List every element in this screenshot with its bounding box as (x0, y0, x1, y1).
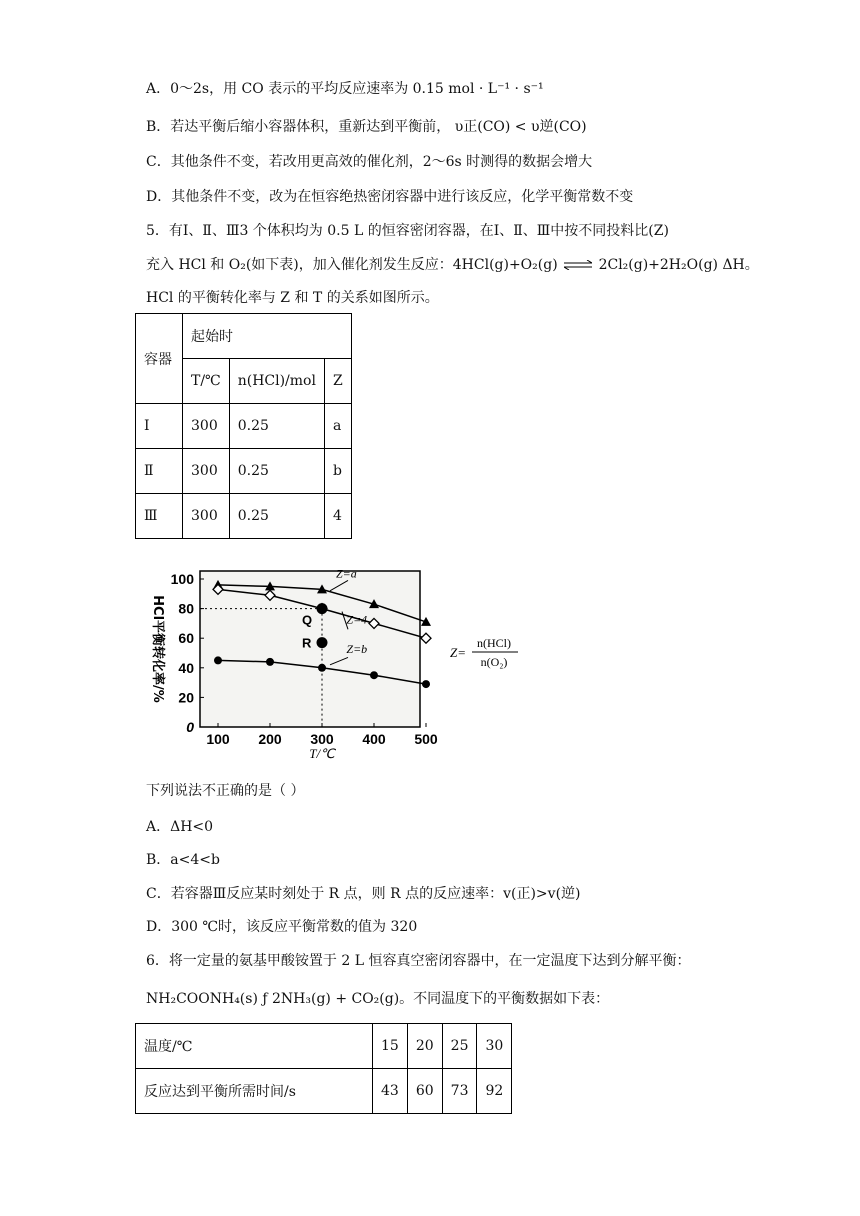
y-axis-label: HCl平衡转化率/% (150, 595, 165, 703)
y-tick-label: 40 (178, 659, 194, 676)
table-row (136, 404, 352, 449)
question-6-table (135, 1023, 512, 1114)
table-cell: 15 (373, 1024, 408, 1069)
x-tick-label: 300 (310, 731, 334, 747)
table-row (136, 1069, 512, 1114)
table-header-start: 起始时 (183, 314, 352, 359)
table-cell: a (324, 404, 351, 449)
table-cell: 60 (407, 1069, 442, 1114)
table-cell: 300 (183, 404, 230, 449)
q5-option-d: D．300 ℃时，该反应平衡常数的值为 320 (146, 919, 418, 935)
table-cell: 20 (407, 1024, 442, 1069)
y-tick-label: 80 (178, 600, 194, 617)
table-cell: 92 (477, 1069, 512, 1114)
formula-lhs: Z= (450, 645, 467, 660)
point-label: Q (302, 612, 313, 628)
table-cell: 300 (183, 449, 230, 494)
conversion-chart (138, 565, 698, 765)
option-d-text: D．其他条件不变，改为在恒容绝热密闭容器中进行该反应，化学平衡常数不变 (146, 189, 634, 205)
table-row (136, 1024, 512, 1069)
equilibrium-arrow-icon (564, 260, 592, 270)
table-cell: 0.25 (229, 449, 324, 494)
x-tick-label: 500 (414, 731, 438, 747)
table-cell: 4 (324, 494, 351, 539)
formula-denominator: n(O₂) (480, 655, 508, 669)
table-cell: Ⅰ (136, 404, 183, 449)
table-cell: Ⅲ (136, 494, 183, 539)
table-cell: 温度/℃ (136, 1024, 373, 1069)
series-label: Z=4 (346, 612, 368, 627)
table-row (136, 494, 352, 539)
point-r (317, 637, 328, 648)
table-cell: 300 (183, 494, 230, 539)
point-q (317, 603, 328, 614)
data-point (370, 671, 378, 679)
table-header-t: T/℃ (183, 359, 230, 404)
option-c-text: C．其他条件不变，若改用更高效的催化剂，2～6s 时测得的数据会增大 (146, 154, 593, 170)
table-cell: 30 (477, 1024, 512, 1069)
table-cell: 43 (373, 1069, 408, 1114)
q5-option-c: C．若容器Ⅲ反应某时刻处于 R 点，则 R 点的反应速率：v(正)>v(逆) (146, 886, 581, 902)
table-cell: 反应达到平衡所需时间/s (136, 1069, 373, 1114)
table-cell: b (324, 449, 351, 494)
data-point (422, 680, 430, 688)
reaction-right: 2Cl₂(g)+2H₂O(g) ΔH。 (598, 257, 759, 273)
reaction-left: 充入 HCl 和 O₂(如下表)，加入催化剂发生反应：4HCl(g)+O₂(g) (146, 257, 558, 273)
table-row (136, 449, 352, 494)
x-tick-label: 200 (258, 731, 282, 747)
table-cell: 0.25 (229, 404, 324, 449)
x-tick-label: 400 (362, 731, 386, 747)
q5-option-a: A．ΔH<0 (146, 819, 214, 835)
data-point (214, 656, 222, 664)
chart-svg (138, 565, 698, 765)
table-cell: Ⅱ (136, 449, 183, 494)
table-cell: 0.25 (229, 494, 324, 539)
data-point (318, 664, 326, 672)
series-label: Z=b (346, 642, 368, 656)
table-header-n: n(HCl)/mol (229, 359, 324, 404)
table-cell: 25 (442, 1024, 477, 1069)
point-label: R (302, 635, 312, 651)
question-5-prompt: 下列说法不正确的是（ ） (146, 783, 305, 799)
option-a-text: A．0～2s，用 CO 表示的平均反应速率为 0.15 mol · L⁻¹ · s⁻¹ (146, 81, 544, 97)
question-5-line-3: HCl 的平衡转化率与 Z 和 T 的关系如图所示。 (146, 290, 439, 306)
question-6-line-2: NH₂COONH₄(s) ƒ 2NH₃(g) + CO₂(g)。不同温度下的平衡数据如下表： (146, 991, 610, 1007)
formula-numerator: n(HCl) (477, 636, 511, 650)
question-5-line-1: 5．有Ⅰ、Ⅱ、Ⅲ3 个体积均为 0.5 L 的恒容密闭容器，在Ⅰ、Ⅱ、Ⅲ中按不同投料比(Z) (146, 223, 669, 239)
x-tick-label: 100 (206, 731, 230, 747)
option-b-text: B．若达平衡后缩小容器体积，重新达到平衡前， υ正(CO) < υ逆(CO) (146, 119, 587, 135)
q5-option-b: B．a<4<b (146, 852, 220, 868)
data-point (421, 633, 431, 643)
x-axis-label: T/℃ (309, 746, 335, 761)
question-6-line-1: 6．将一定量的氨基甲酸铵置于 2 L 恒容真空密闭容器中，在一定温度下达到分解平衡： (146, 953, 691, 969)
series-label: Z=a (336, 566, 357, 581)
y-tick-label: 60 (178, 630, 194, 647)
question-5-line-2 (146, 255, 759, 275)
y-tick-label: 0 (186, 719, 194, 735)
table-header-container: 容器 (136, 314, 183, 404)
question-5-table (135, 313, 352, 539)
data-point (266, 658, 274, 666)
y-tick-label: 20 (178, 689, 194, 706)
table-header-z: Z (324, 359, 351, 404)
table-cell: 73 (442, 1069, 477, 1114)
y-tick-label: 100 (170, 571, 194, 587)
